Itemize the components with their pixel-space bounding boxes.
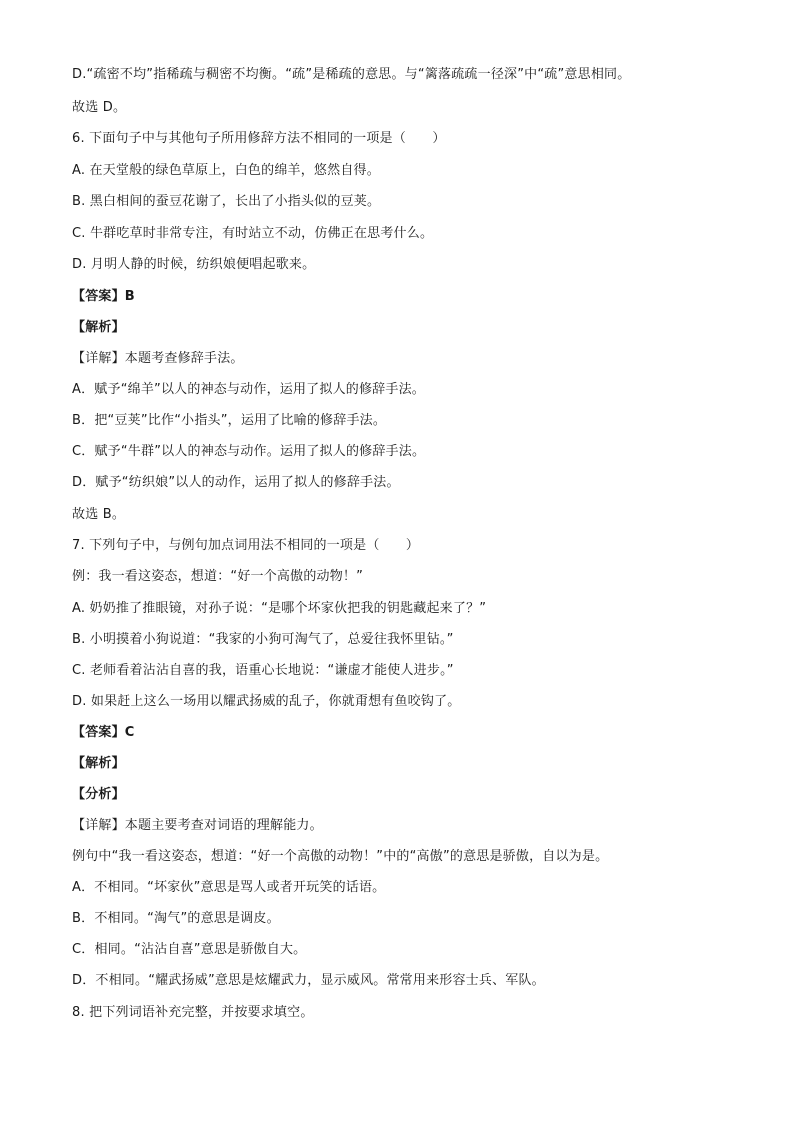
question-8-stem: 8. 把下列词语补充完整，并按要求填空。	[72, 1005, 314, 1020]
detail-line: 【详解】本题主要考查对词语的理解能力。	[72, 818, 323, 833]
answer-label: 【答案】C	[72, 725, 135, 740]
explanation-a: A．不相同。“坏家伙”意思是骂人或者开玩笑的话语。	[72, 880, 386, 895]
answer-label: 【答案】B	[72, 289, 135, 304]
choose-line: 故选 B。	[72, 507, 126, 522]
text-line: D.“疏密不均”指稀疏与稠密不均衡。“疏”是稀疏的意思。与“篱落疏疏一径深”中“疏”意思相同。	[72, 67, 631, 82]
option-c: C. 老师看着沾沾自喜的我，语重心长地说：“谦虚才能使人进步。”	[72, 663, 454, 678]
explanation-c: C．赋予“牛群”以人的神态与动作。运用了拟人的修辞手法。	[72, 444, 426, 459]
explanation-b: B．把“豆荚”比作“小指头”，运用了比喻的修辞手法。	[72, 413, 387, 428]
option-d: D. 如果赶上这么一场用以耀武扬威的乱子，你就甭想有鱼咬钩了。	[72, 694, 461, 709]
explanation-b: B．不相同。“淘气”的意思是调皮。	[72, 911, 280, 926]
analysis-section-label: 【分析】	[72, 787, 125, 802]
example-sentence: 例：我一看这姿态，想道：“好一个高傲的动物！”	[72, 569, 364, 584]
option-a: A. 奶奶推了推眼镜，对孙子说：“是哪个坏家伙把我的钥匙藏起来了？”	[72, 601, 487, 616]
question-7-stem: 7. 下列句子中，与例句加点词用法不相同的一项是（ ）	[72, 538, 420, 553]
analysis-label: 【解析】	[72, 320, 125, 335]
text-line: 故选 D。	[72, 100, 127, 115]
option-c: C. 牛群吃草时非常专注，有时站立不动，仿佛正在思考什么。	[72, 226, 434, 241]
explanation-a: A．赋予“绵羊”以人的神态与动作，运用了拟人的修辞手法。	[72, 382, 425, 397]
option-b: B. 黑白相间的蚕豆花谢了，长出了小指头似的豆荚。	[72, 194, 381, 209]
explanation-d: D．不相同。“耀武扬威”意思是炫耀武力，显示威风。常常用来形容士兵、军队。	[72, 973, 545, 988]
analysis-label: 【解析】	[72, 756, 125, 771]
explanation-d: D．赋予“纺织娘”以人的动作，运用了拟人的修辞手法。	[72, 475, 400, 490]
example-explanation: 例句中“我一看这姿态，想道：“好一个高傲的动物！”中的“高傲”的意思是骄傲，自以为是。	[72, 849, 609, 864]
detail-line: 【详解】本题考查修辞手法。	[72, 351, 244, 366]
question-6-stem: 6. 下面句子中与其他句子所用修辞方法不相同的一项是（ ）	[72, 131, 446, 146]
option-a: A. 在天堂般的绿色草原上，白色的绵羊，悠然自得。	[72, 163, 380, 178]
option-d: D. 月明人静的时候，纺织娘便唱起歌来。	[72, 257, 316, 272]
explanation-c: C．相同。“沾沾自喜”意思是骄傲自大。	[72, 942, 307, 957]
option-b: B. 小明摸着小狗说道：“我家的小狗可淘气了，总爱往我怀里钻。”	[72, 632, 454, 647]
